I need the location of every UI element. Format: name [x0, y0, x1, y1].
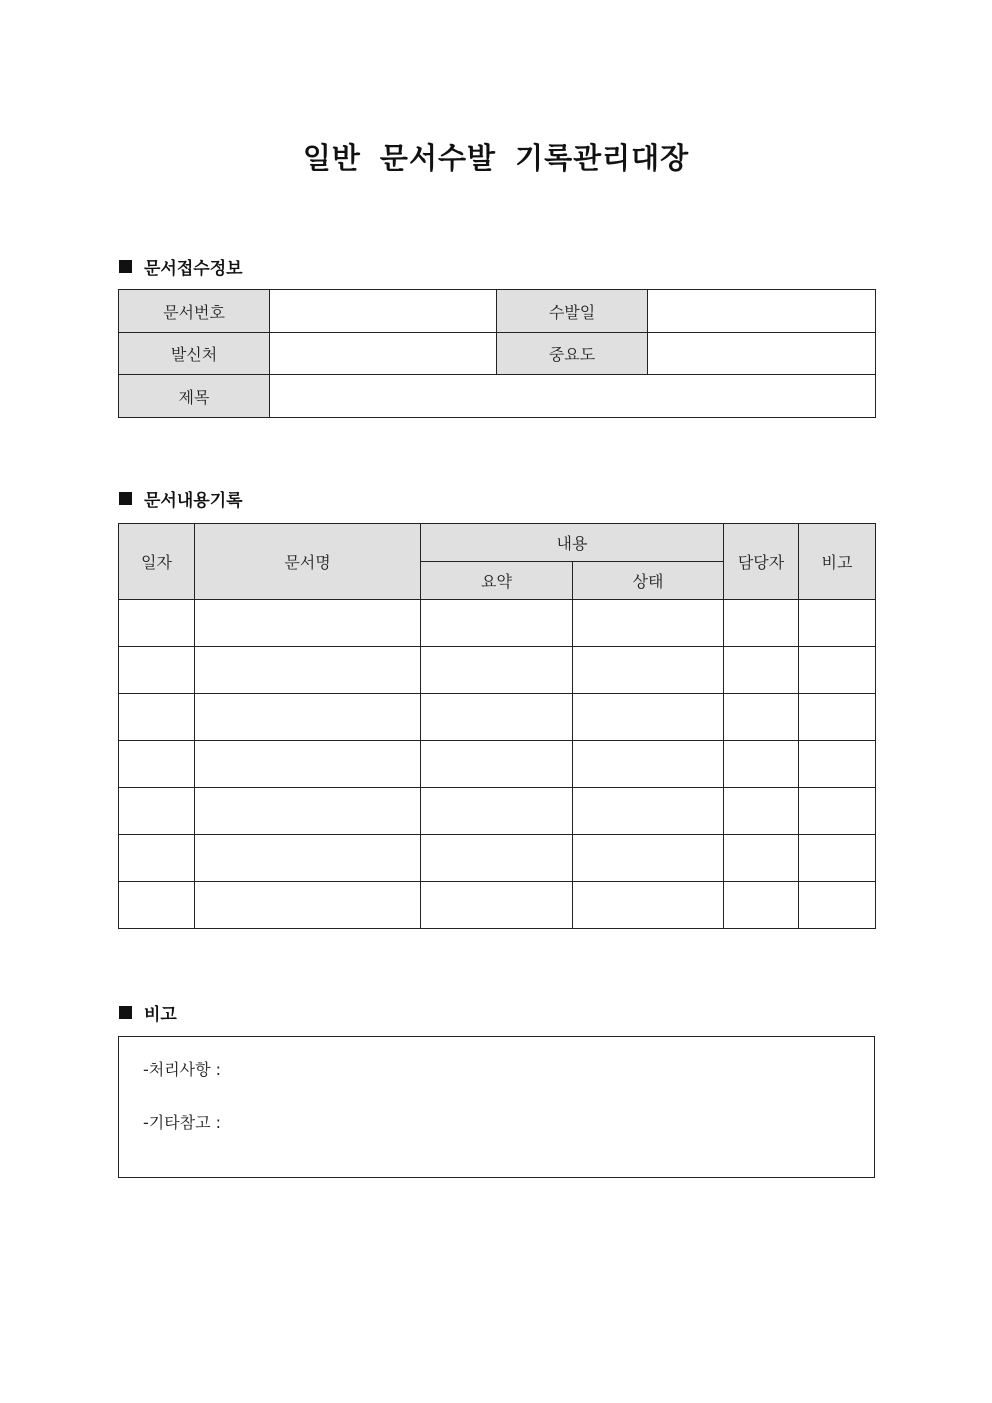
- remarks-box[interactable]: [118, 1036, 875, 1178]
- table-cell[interactable]: [421, 741, 573, 788]
- table-cell[interactable]: [421, 788, 573, 835]
- table-cell[interactable]: [573, 788, 724, 835]
- table-cell[interactable]: [573, 694, 724, 741]
- other-reference-note: -기타참고 :: [143, 1113, 222, 1132]
- table-row: [119, 882, 876, 929]
- square-bullet-icon: [119, 492, 132, 505]
- table-cell[interactable]: [195, 600, 421, 647]
- importance-label: 중요도: [497, 333, 648, 375]
- table-cell[interactable]: [119, 647, 195, 694]
- table-cell[interactable]: [195, 741, 421, 788]
- remarks-heading-text: 비고: [144, 1005, 177, 1025]
- table-cell[interactable]: [799, 741, 876, 788]
- table-row: [119, 835, 876, 882]
- table-cell[interactable]: [724, 600, 799, 647]
- col-header-remarks: 비고: [799, 524, 876, 600]
- table-row: [119, 694, 876, 741]
- table-cell[interactable]: [799, 694, 876, 741]
- content-log-section-heading: [119, 486, 243, 511]
- table-cell[interactable]: [573, 882, 724, 929]
- table-row: [119, 600, 876, 647]
- table-cell[interactable]: [119, 835, 195, 882]
- table-row: [119, 741, 876, 788]
- table-cell[interactable]: [573, 741, 724, 788]
- table-cell[interactable]: [195, 788, 421, 835]
- page-title: 일반 문서수발 기록관리대장: [302, 141, 690, 175]
- table-cell[interactable]: [195, 694, 421, 741]
- table-row: [119, 788, 876, 835]
- table-cell[interactable]: [119, 741, 195, 788]
- table-cell[interactable]: [799, 835, 876, 882]
- content-log-table: [118, 523, 876, 929]
- table-cell[interactable]: [119, 694, 195, 741]
- remarks-section-heading: [119, 1000, 177, 1025]
- table-cell[interactable]: [799, 788, 876, 835]
- table-cell[interactable]: [421, 647, 573, 694]
- table-cell[interactable]: [573, 835, 724, 882]
- table-cell[interactable]: [421, 600, 573, 647]
- col-header-content: 내용: [421, 524, 724, 562]
- square-bullet-icon: [119, 260, 132, 273]
- square-bullet-icon: [119, 1006, 132, 1019]
- col-header-status: 상태: [573, 562, 724, 600]
- table-cell[interactable]: [724, 882, 799, 929]
- sender-field[interactable]: [270, 333, 497, 375]
- table-cell[interactable]: [195, 647, 421, 694]
- col-header-date: 일자: [119, 524, 195, 600]
- table-cell[interactable]: [195, 882, 421, 929]
- receipt-heading-text: 문서접수정보: [144, 259, 243, 279]
- date-field[interactable]: [648, 290, 876, 333]
- doc-number-label: 문서번호: [119, 290, 270, 333]
- table-cell[interactable]: [421, 882, 573, 929]
- sender-label: 발신처: [119, 333, 270, 375]
- table-cell[interactable]: [573, 647, 724, 694]
- table-cell[interactable]: [799, 647, 876, 694]
- table-cell[interactable]: [724, 694, 799, 741]
- processing-note: -처리사항 :: [143, 1060, 222, 1079]
- date-label: 수발일: [497, 290, 648, 333]
- table-cell[interactable]: [421, 694, 573, 741]
- table-row: [119, 647, 876, 694]
- table-cell[interactable]: [724, 788, 799, 835]
- table-cell[interactable]: [724, 835, 799, 882]
- table-cell[interactable]: [573, 600, 724, 647]
- doc-number-field[interactable]: [270, 290, 497, 333]
- table-cell[interactable]: [421, 835, 573, 882]
- table-cell[interactable]: [119, 882, 195, 929]
- importance-field[interactable]: [648, 333, 876, 375]
- col-header-doc-name: 문서명: [195, 524, 421, 600]
- table-cell[interactable]: [724, 741, 799, 788]
- subject-field[interactable]: [270, 375, 876, 418]
- col-header-manager: 담당자: [724, 524, 799, 600]
- table-cell[interactable]: [799, 600, 876, 647]
- subject-label: 제목: [119, 375, 270, 418]
- table-cell[interactable]: [119, 600, 195, 647]
- table-cell[interactable]: [799, 882, 876, 929]
- col-header-summary: 요약: [421, 562, 573, 600]
- content-log-heading-text: 문서내용기록: [144, 491, 243, 511]
- table-cell[interactable]: [195, 835, 421, 882]
- table-cell[interactable]: [119, 788, 195, 835]
- receipt-info-table: [118, 289, 876, 418]
- receipt-section-heading: [119, 254, 243, 279]
- table-cell[interactable]: [724, 647, 799, 694]
